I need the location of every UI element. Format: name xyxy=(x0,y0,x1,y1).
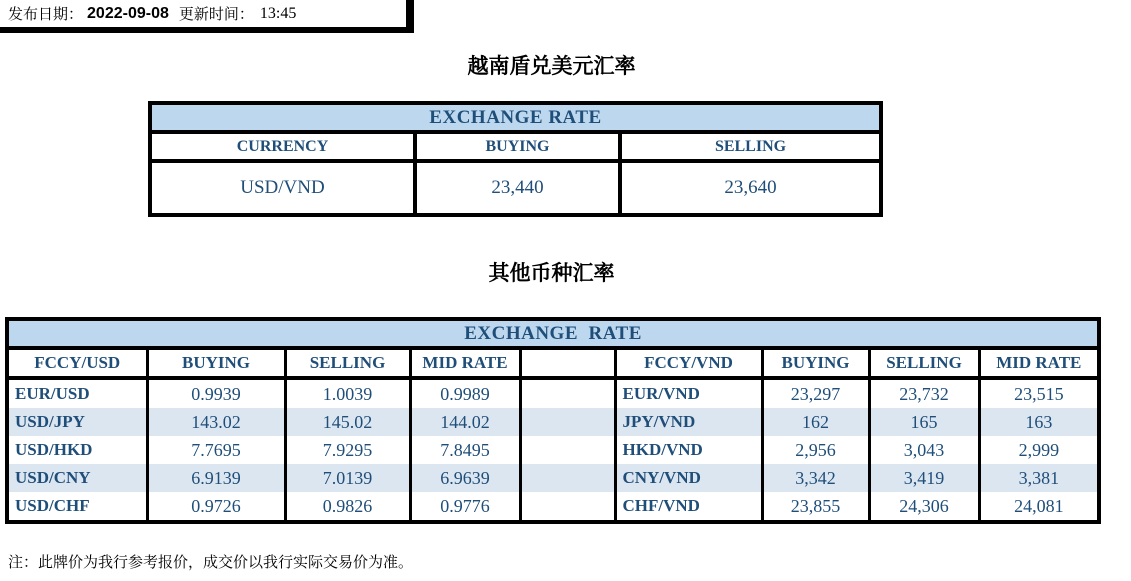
table-header-row xyxy=(7,319,1099,348)
rate-cell: 0.9776 xyxy=(410,492,520,522)
currency-pair-cell: JPY/VND xyxy=(615,408,762,436)
column-header-selling: SELLING xyxy=(285,348,410,378)
table-row xyxy=(7,436,1099,464)
rate-cell: 3,342 xyxy=(762,464,869,492)
currency-pair-cell: CNY/VND xyxy=(615,464,762,492)
rate-cell: 3,043 xyxy=(869,436,979,464)
table-header-row xyxy=(150,103,881,132)
section2-title: 其他币种汇率 xyxy=(488,261,615,285)
gap-cell xyxy=(520,436,615,464)
rate-cell: 162 xyxy=(762,408,869,436)
usd-vnd-rate-table xyxy=(148,101,883,217)
rate-cell: 0.9989 xyxy=(410,378,520,408)
gap-cell xyxy=(520,378,615,408)
column-header-buying: BUYING xyxy=(415,132,620,161)
rate-cell: 145.02 xyxy=(285,408,410,436)
column-header-row xyxy=(150,132,881,161)
rate-cell: 144.02 xyxy=(410,408,520,436)
gap-cell xyxy=(520,464,615,492)
rate-cell: 23,855 xyxy=(762,492,869,522)
table-row xyxy=(7,492,1099,522)
rate-cell: 23,515 xyxy=(979,378,1099,408)
publish-info-box xyxy=(0,0,414,33)
publish-date-label: 发布日期： xyxy=(8,5,84,23)
table1-title: EXCHANGE RATE xyxy=(150,103,881,132)
rate-cell: 1.0039 xyxy=(285,378,410,408)
currency-pair-cell: USD/HKD xyxy=(7,436,147,464)
column-header-selling: SELLING xyxy=(869,348,979,378)
rate-cell: 165 xyxy=(869,408,979,436)
rate-cell: 7.9295 xyxy=(285,436,410,464)
rate-cell: 23,297 xyxy=(762,378,869,408)
rate-cell: 163 xyxy=(979,408,1099,436)
table-row xyxy=(7,464,1099,492)
rate-cell: 6.9139 xyxy=(147,464,285,492)
rate-cell: 24,081 xyxy=(979,492,1099,522)
rate-cell: 3,381 xyxy=(979,464,1099,492)
gap-cell xyxy=(520,408,615,436)
currency-pair-cell: HKD/VND xyxy=(615,436,762,464)
table-row xyxy=(7,408,1099,436)
gap-cell xyxy=(520,348,615,378)
column-header-buying: BUYING xyxy=(147,348,285,378)
currency-pair-cell: USD/VND xyxy=(150,161,415,215)
column-header-mid-rate: MID RATE xyxy=(410,348,520,378)
table2-title: EXCHANGE RATE xyxy=(7,319,1099,348)
rate-cell: 2,956 xyxy=(762,436,869,464)
table-row xyxy=(7,378,1099,408)
gap-cell xyxy=(520,492,615,522)
currency-pair-cell: USD/CNY xyxy=(7,464,147,492)
rate-cell: 23,732 xyxy=(869,378,979,408)
rate-cell: 7.0139 xyxy=(285,464,410,492)
update-time-label: 更新时间： xyxy=(178,5,254,23)
update-time: 13:45 xyxy=(259,4,297,22)
rate-cell: 6.9639 xyxy=(410,464,520,492)
column-header-fccy-usd: FCCY/USD xyxy=(7,348,147,378)
column-header-row xyxy=(7,348,1099,378)
currency-pair-cell: EUR/VND xyxy=(615,378,762,408)
currency-pair-cell: EUR/USD xyxy=(7,378,147,408)
rate-cell: 0.9939 xyxy=(147,378,285,408)
rate-cell: 2,999 xyxy=(979,436,1099,464)
rate-cell: 7.7695 xyxy=(147,436,285,464)
publish-date: 2022-09-08 xyxy=(87,4,169,22)
disclaimer-note: 注：此牌价为我行参考报价，成交价以我行实际交易价为准。 xyxy=(8,553,414,571)
currency-pair-cell: USD/JPY xyxy=(7,408,147,436)
currency-pair-cell: CHF/VND xyxy=(615,492,762,522)
rate-cell: 0.9726 xyxy=(147,492,285,522)
rate-cell: 0.9826 xyxy=(285,492,410,522)
rate-cell: 7.8495 xyxy=(410,436,520,464)
column-header-mid-rate: MID RATE xyxy=(979,348,1099,378)
table-row xyxy=(150,161,881,215)
currency-pair-cell: USD/CHF xyxy=(7,492,147,522)
column-header-currency: CURRENCY xyxy=(150,132,415,161)
other-rates-table xyxy=(5,317,1101,524)
rate-cell: 143.02 xyxy=(147,408,285,436)
rate-cell: 23,640 xyxy=(620,161,881,215)
section1-title: 越南盾兑美元汇率 xyxy=(467,54,636,78)
rate-cell: 23,440 xyxy=(415,161,620,215)
column-header-fccy-vnd: FCCY/VND xyxy=(615,348,762,378)
rate-cell: 24,306 xyxy=(869,492,979,522)
rate-cell: 3,419 xyxy=(869,464,979,492)
column-header-selling: SELLING xyxy=(620,132,881,161)
column-header-buying: BUYING xyxy=(762,348,869,378)
